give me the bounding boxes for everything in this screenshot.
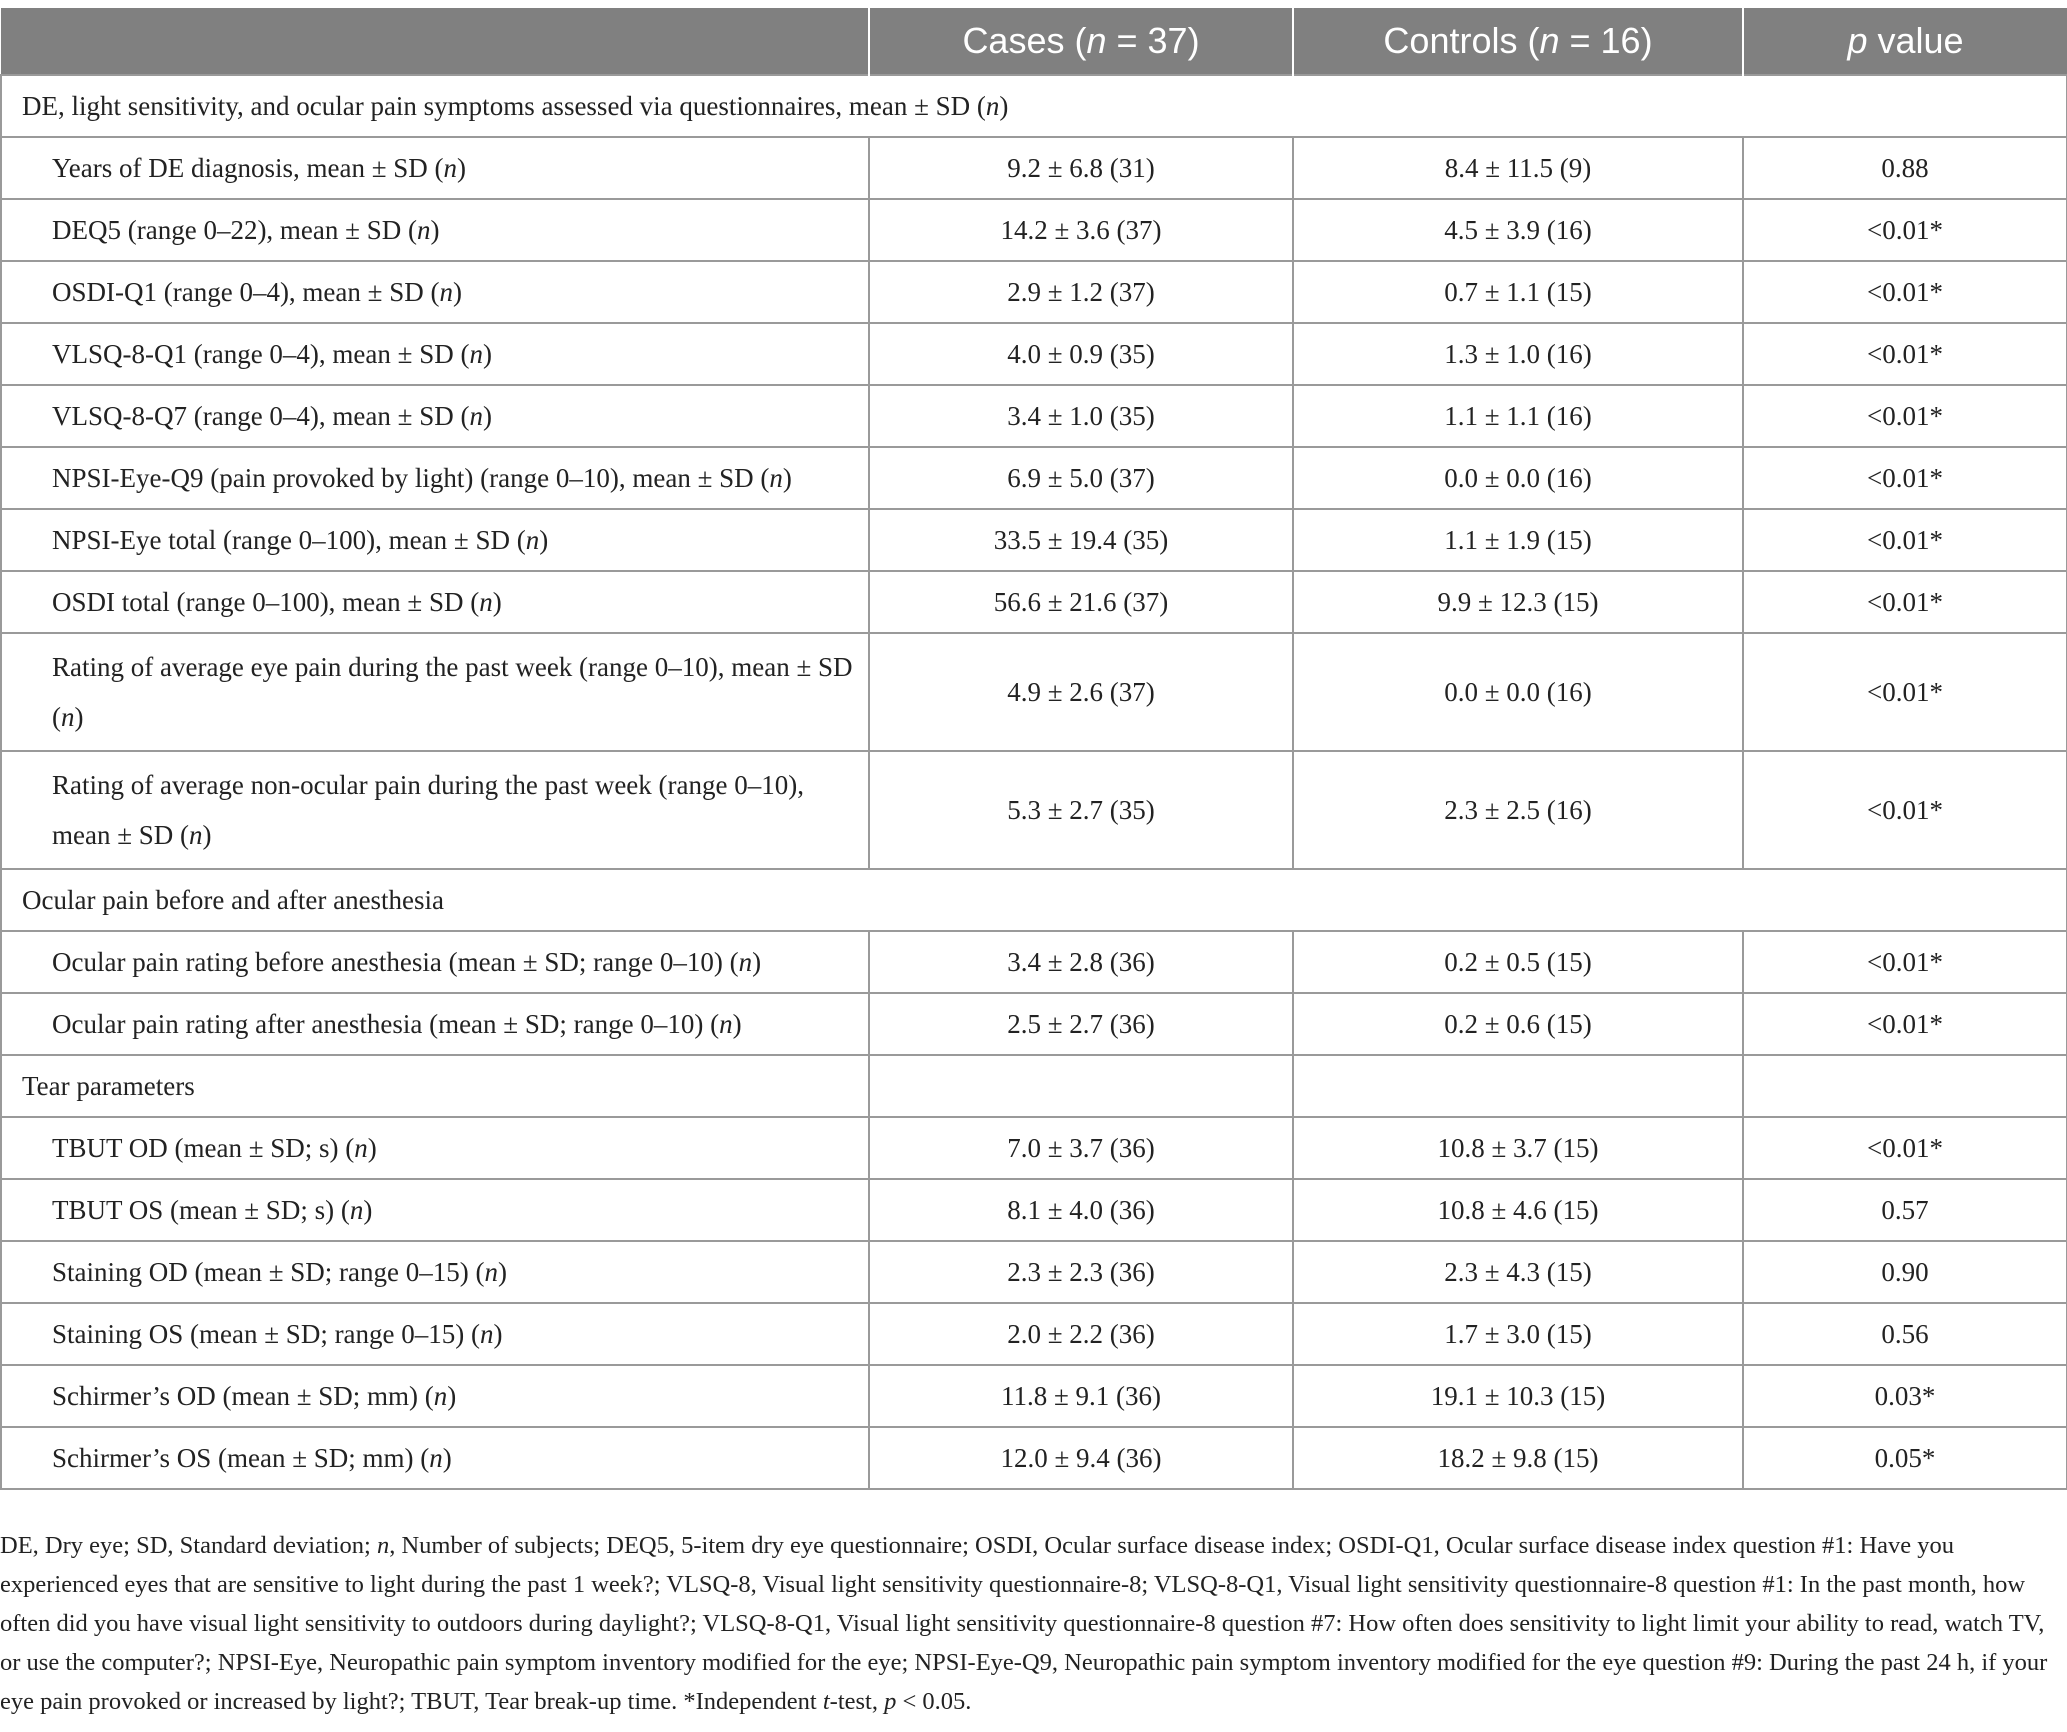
p-value: <0.01* [1743,447,2067,509]
table-footnote [0,1526,2050,1721]
table-row [1,571,2067,633]
controls-value: 0.2 ± 0.5 (15) [1293,931,1743,993]
cases-value: 4.0 ± 0.9 (35) [869,323,1293,385]
table-row [1,931,2067,993]
p-value: <0.01* [1743,323,2067,385]
row-label: Staining OS (mean ± SD; range 0–15) (n) [1,1303,869,1365]
table-body [1,75,2067,1489]
header-empty [1,8,869,75]
controls-value: 1.3 ± 1.0 (16) [1293,323,1743,385]
empty-cell [869,1055,1293,1117]
p-value: <0.01* [1743,261,2067,323]
cases-value: 3.4 ± 2.8 (36) [869,931,1293,993]
table-row [1,509,2067,571]
controls-value: 10.8 ± 3.7 (15) [1293,1117,1743,1179]
table-row [1,1365,2067,1427]
p-value: 0.03* [1743,1365,2067,1427]
cases-value: 9.2 ± 6.8 (31) [869,137,1293,199]
controls-value: 0.0 ± 0.0 (16) [1293,633,1743,751]
cases-value: 6.9 ± 5.0 (37) [869,447,1293,509]
p-value: 0.56 [1743,1303,2067,1365]
table-row [1,1117,2067,1179]
controls-value: 4.5 ± 3.9 (16) [1293,199,1743,261]
cases-value: 5.3 ± 2.7 (35) [869,751,1293,869]
cases-value: 14.2 ± 3.6 (37) [869,199,1293,261]
cases-value: 2.0 ± 2.2 (36) [869,1303,1293,1365]
row-label: NPSI-Eye-Q9 (pain provoked by light) (range 0–10), mean ± SD (n) [1,447,869,509]
controls-value: 18.2 ± 9.8 (15) [1293,1427,1743,1489]
cases-value: 33.5 ± 19.4 (35) [869,509,1293,571]
row-label: Rating of average non-ocular pain during the past week (range 0–10), mean ± SD (n) [1,751,869,869]
cases-value: 7.0 ± 3.7 (36) [869,1117,1293,1179]
controls-value: 8.4 ± 11.5 (9) [1293,137,1743,199]
row-label: TBUT OD (mean ± SD; s) (n) [1,1117,869,1179]
table-row [1,633,2067,751]
table-row [1,385,2067,447]
table-row [1,447,2067,509]
controls-value: 10.8 ± 4.6 (15) [1293,1179,1743,1241]
row-label: VLSQ-8-Q7 (range 0–4), mean ± SD (n) [1,385,869,447]
header-controls: Controls (n = 16) [1293,8,1743,75]
row-label: Rating of average eye pain during the past week (range 0–10), mean ± SD (n) [1,633,869,751]
row-label: TBUT OS (mean ± SD; s) (n) [1,1179,869,1241]
footnote-text: DE, Dry eye; SD, Standard deviation; n, Number of subjects; DEQ5, 5-item dry eye questionnaire; OSDI, Ocular surface disease index; OSDI-Q1, Ocular surface disease index question #1: Have you experienced eyes that are sensitive to light during the past 1 week?; VLSQ-8, Visual light sensitivity questionnaire-8; VLSQ-8-Q1, Visual light sensitivity questionnaire-8 question #1: In the past month, how often did you have visual light sensitivity to outdoors during daylight?; VLSQ-8-Q1, Visual light sensitivity questionnaire-8 question #7: How often does sensitivity to light limit your ability to read, watch TV, or use the computer?; NPSI-Eye, Neuropathic pain symptom inventory modified for the eye; NPSI-Eye-Q9, Neuropathic pain symptom inventory modified for the eye question #9: During the past 24 h, if your eye pain provoked or increased by light?; TBUT, Tear break-up time. *Independent t-test, p < 0.05. [0,1532,2048,1715]
cases-value: 3.4 ± 1.0 (35) [869,385,1293,447]
p-value: 0.57 [1743,1179,2067,1241]
p-value: 0.05* [1743,1427,2067,1489]
p-value: 0.90 [1743,1241,2067,1303]
row-label: Staining OD (mean ± SD; range 0–15) (n) [1,1241,869,1303]
row-label: VLSQ-8-Q1 (range 0–4), mean ± SD (n) [1,323,869,385]
controls-value: 9.9 ± 12.3 (15) [1293,571,1743,633]
controls-value: 1.1 ± 1.1 (16) [1293,385,1743,447]
row-label: DEQ5 (range 0–22), mean ± SD (n) [1,199,869,261]
table-row [1,1427,2067,1489]
header-p-value: p value [1743,8,2067,75]
cases-value: 2.9 ± 1.2 (37) [869,261,1293,323]
p-value: <0.01* [1743,385,2067,447]
row-label: Schirmer’s OD (mean ± SD; mm) (n) [1,1365,869,1427]
empty-cell [1293,1055,1743,1117]
row-label: Ocular pain rating before anesthesia (mean ± SD; range 0–10) (n) [1,931,869,993]
row-label: OSDI-Q1 (range 0–4), mean ± SD (n) [1,261,869,323]
section-row [1,1055,2067,1117]
p-value: <0.01* [1743,751,2067,869]
table-row [1,323,2067,385]
table-row [1,137,2067,199]
cases-value: 11.8 ± 9.1 (36) [869,1365,1293,1427]
controls-value: 0.0 ± 0.0 (16) [1293,447,1743,509]
section-title: DE, light sensitivity, and ocular pain symptoms assessed via questionnaires, mean ± SD (n) [1,75,2067,137]
row-label: OSDI total (range 0–100), mean ± SD (n) [1,571,869,633]
header-cases: Cases (n = 37) [869,8,1293,75]
table-row [1,993,2067,1055]
row-label: NPSI-Eye total (range 0–100), mean ± SD (n) [1,509,869,571]
empty-cell [1743,1055,2067,1117]
table-container [0,8,2067,1490]
section-title: Ocular pain before and after anesthesia [1,869,2067,931]
row-label: Ocular pain rating after anesthesia (mean ± SD; range 0–10) (n) [1,993,869,1055]
p-value: <0.01* [1743,199,2067,261]
cases-value: 12.0 ± 9.4 (36) [869,1427,1293,1489]
p-value: <0.01* [1743,633,2067,751]
p-value: <0.01* [1743,571,2067,633]
section-row [1,869,2067,931]
results-table [0,8,2067,1490]
section-title: Tear parameters [1,1055,869,1117]
controls-value: 2.3 ± 4.3 (15) [1293,1241,1743,1303]
cases-value: 4.9 ± 2.6 (37) [869,633,1293,751]
cases-value: 2.5 ± 2.7 (36) [869,993,1293,1055]
table-row [1,261,2067,323]
cases-value: 56.6 ± 21.6 (37) [869,571,1293,633]
section-row [1,75,2067,137]
table-row [1,1303,2067,1365]
controls-value: 19.1 ± 10.3 (15) [1293,1365,1743,1427]
p-value: <0.01* [1743,993,2067,1055]
controls-value: 0.2 ± 0.6 (15) [1293,993,1743,1055]
row-label: Years of DE diagnosis, mean ± SD (n) [1,137,869,199]
controls-value: 2.3 ± 2.5 (16) [1293,751,1743,869]
p-value: <0.01* [1743,931,2067,993]
table-row [1,199,2067,261]
controls-value: 1.1 ± 1.9 (15) [1293,509,1743,571]
table-row [1,1241,2067,1303]
p-value: <0.01* [1743,1117,2067,1179]
header-row [1,8,2067,75]
table-row [1,1179,2067,1241]
cases-value: 8.1 ± 4.0 (36) [869,1179,1293,1241]
row-label: Schirmer’s OS (mean ± SD; mm) (n) [1,1427,869,1489]
controls-value: 0.7 ± 1.1 (15) [1293,261,1743,323]
p-value: <0.01* [1743,509,2067,571]
cases-value: 2.3 ± 2.3 (36) [869,1241,1293,1303]
controls-value: 1.7 ± 3.0 (15) [1293,1303,1743,1365]
table-row [1,751,2067,869]
p-value: 0.88 [1743,137,2067,199]
